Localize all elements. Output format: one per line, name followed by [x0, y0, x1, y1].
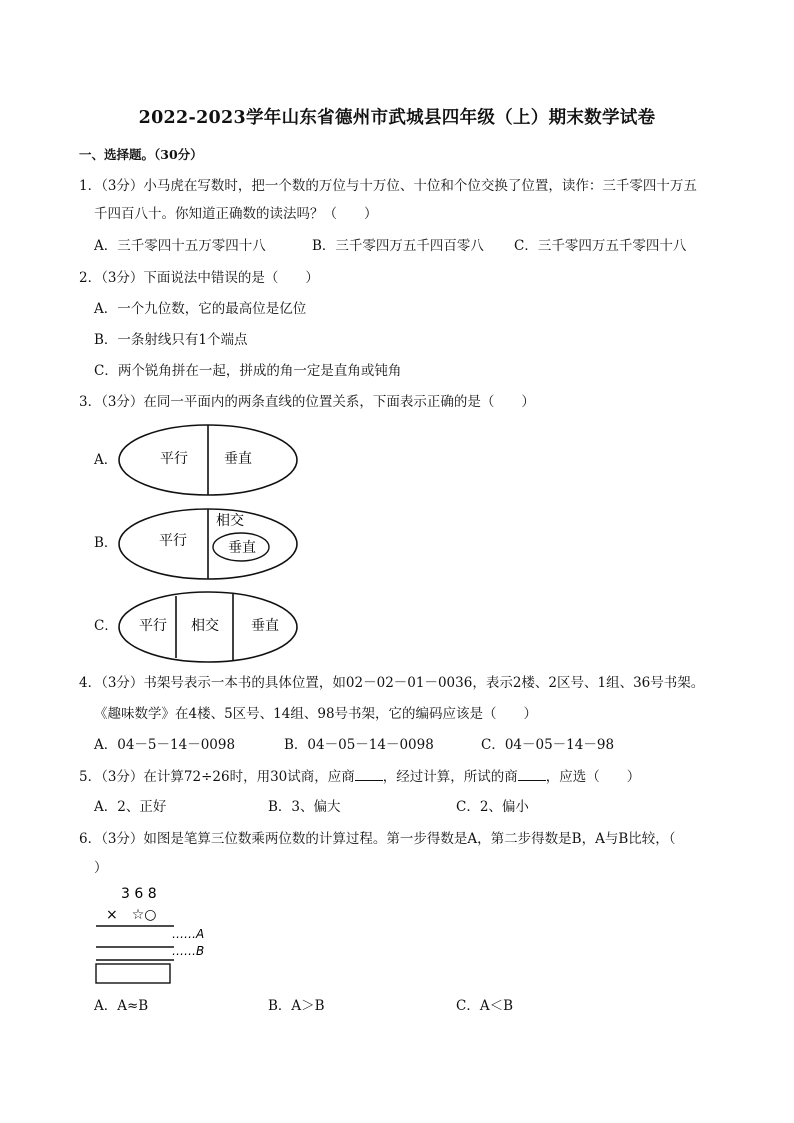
venn-c-intersect: 相交: [191, 618, 219, 634]
figure-answer-box: [96, 964, 170, 983]
q5-part2: ，经过计算，所试的商: [382, 769, 518, 785]
q5-blank-2[interactable]: [518, 766, 546, 781]
q6-option-b[interactable]: B．A＞B: [268, 998, 325, 1014]
q3-option-b-label[interactable]: B．: [94, 535, 118, 551]
q3-venn-c[interactable]: [116, 587, 302, 667]
q5-blank-1[interactable]: [355, 766, 383, 781]
q5-option-c[interactable]: C．2、偏小: [456, 799, 529, 815]
q4-option-b[interactable]: B．04－05－14－0098: [284, 737, 434, 753]
q5-part3: ，应选（ ）: [545, 769, 641, 785]
q1-option-c[interactable]: C．三千零四万五千零四十八: [514, 238, 687, 254]
q2-option-c[interactable]: C．两个锐角拼在一起，拼成的角一定是直角或钝角: [94, 363, 402, 379]
q4-option-c[interactable]: C．04－05－14－98: [481, 737, 615, 753]
q3-text: 3．（3分）在同一平面内的两条直线的位置关系，下面表示正确的是（ ）: [79, 394, 535, 410]
page-title: 2022-2023学年山东省德州市武城县四年级（上）期末数学试卷: [138, 108, 656, 128]
q5-option-a[interactable]: A．2、正好: [94, 799, 167, 815]
q5-text: [79, 766, 640, 787]
q6-option-a[interactable]: A．A≈B: [94, 998, 149, 1014]
q3-venn-b[interactable]: [116, 504, 302, 584]
q3-option-c-label[interactable]: C．: [94, 618, 118, 634]
q4-text-line1: 4．（3分）书架号表示一本书的具体位置，如02－02－01－0036，表示2楼、2区号、1组、36号书架。: [79, 675, 705, 691]
q4-option-a[interactable]: A．04－5－14－0098: [94, 737, 236, 753]
q6-option-c[interactable]: C．A＜B: [456, 998, 513, 1014]
venn-a-perpendicular: 垂直: [224, 451, 252, 467]
venn-c-perpendicular: 垂直: [251, 618, 279, 634]
q3-venn-a[interactable]: [116, 420, 302, 500]
venn-b-parallel: 平行: [159, 533, 187, 549]
q1-option-b[interactable]: B．三千零四万五千四百零八: [312, 238, 484, 254]
q2-option-b[interactable]: B．一条射线只有1个端点: [94, 332, 248, 348]
q5-option-b[interactable]: B．3、偏大: [268, 799, 341, 815]
venn-b-perpendicular: 垂直: [228, 540, 256, 556]
figure-multiplicand: 3 6 8: [121, 886, 157, 902]
q6-multiplication-figure: [92, 882, 222, 988]
section-heading-choice: 一、选择题。（30分）: [79, 147, 203, 162]
figure-label-b: ……B: [172, 944, 205, 958]
venn-c-parallel: 平行: [139, 618, 167, 634]
q3-option-a-label[interactable]: A．: [94, 452, 118, 468]
venn-a-parallel: 平行: [160, 451, 188, 467]
q5-part1: 5．（3分）在计算72÷26时，用30试商，应商: [79, 769, 355, 785]
q4-text-line2: 《趣味数学》在4楼、5区号、14组、98号书架，它的编码应该是（ ）: [94, 706, 538, 722]
q2-text: 2．（3分）下面说法中错误的是（ ）: [79, 270, 319, 286]
figure-label-a: ……A: [172, 927, 205, 941]
q1-text-line2: 千四百八十。你知道正确数的读法吗？（ ）: [94, 206, 378, 222]
figure-multiplier: × ☆○: [106, 907, 157, 923]
q1-text-line1: 1．（3分）小马虎在写数时，把一个数的万位与十万位、十位和个位交换了位置，读作：三千零四十万五: [79, 178, 697, 194]
q6-text-line2: ）: [94, 860, 108, 876]
q6-text-line1: 6．（3分）如图是笔算三位数乘两位数的计算过程。第一步得数是A，第二步得数是B，A与B比较，（: [79, 831, 676, 847]
q1-option-a[interactable]: A．三千零四十五万零四十八: [94, 238, 266, 254]
q2-option-a[interactable]: A．一个九位数，它的最高位是亿位: [94, 301, 307, 317]
venn-b-intersect: 相交: [216, 513, 244, 529]
